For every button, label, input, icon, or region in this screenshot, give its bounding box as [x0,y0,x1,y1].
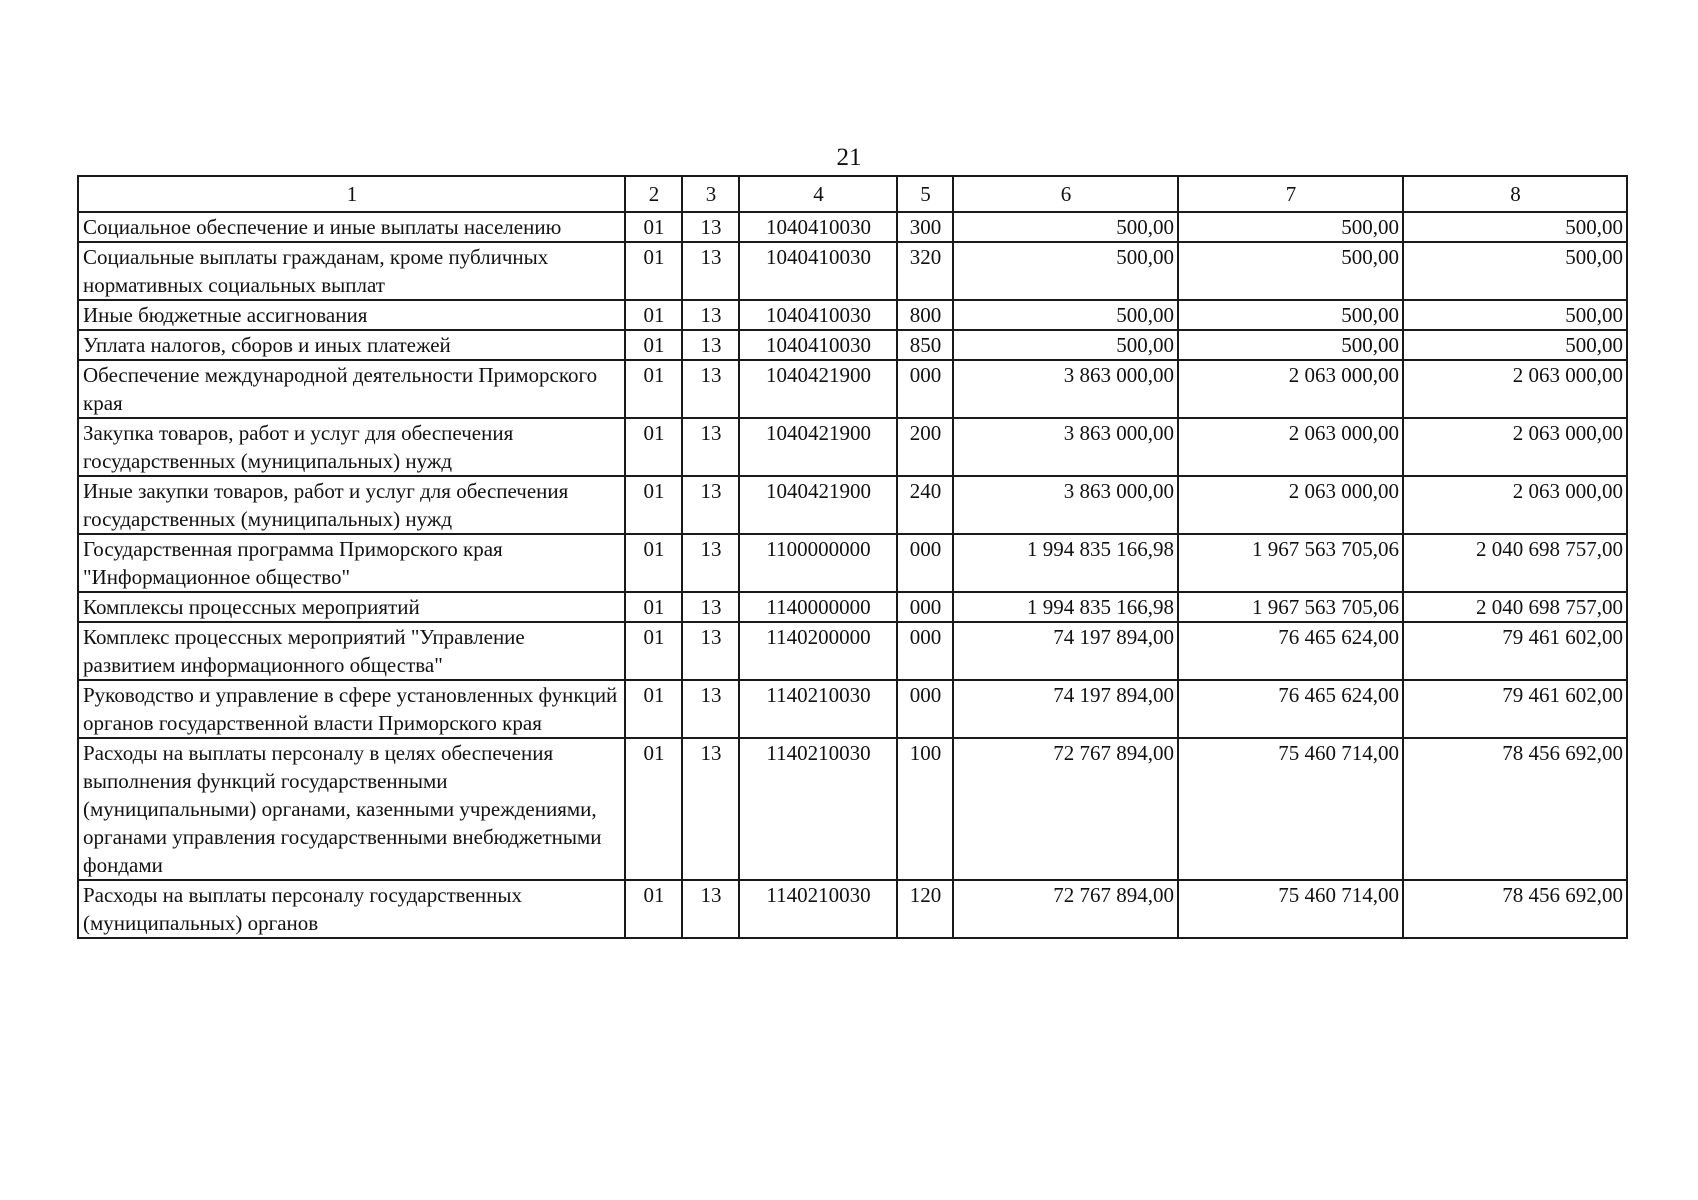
amount-col8-cell: 78 456 692,00 [1403,738,1627,880]
amount-col8-cell: 500,00 [1403,300,1627,330]
amount-col8-cell: 500,00 [1403,330,1627,360]
target-article-cell: 1040410030 [739,212,897,242]
target-article-cell: 1140210030 [739,738,897,880]
amount-col7-cell: 500,00 [1178,300,1403,330]
expense-name-cell: Иные бюджетные ассигнования [78,300,625,330]
amount-col6-cell: 1 994 835 166,98 [953,592,1178,622]
column-header: 7 [1178,176,1403,212]
table-row [78,738,1627,880]
section-code-cell: 01 [625,360,682,418]
amount-col6-cell: 72 767 894,00 [953,738,1178,880]
target-article-cell: 1040421900 [739,418,897,476]
expense-type-cell: 240 [897,476,953,534]
table-row [78,330,1627,360]
target-article-cell: 1140210030 [739,880,897,938]
table-row [78,592,1627,622]
expense-name-cell: Комплекс процессных мероприятий "Управление развитием информационного общества" [78,622,625,680]
amount-col8-cell: 500,00 [1403,242,1627,300]
expense-type-cell: 000 [897,622,953,680]
expense-type-cell: 300 [897,212,953,242]
subsection-code-cell: 13 [682,680,739,738]
subsection-code-cell: 13 [682,476,739,534]
header-row [78,176,1627,212]
amount-col6-cell: 3 863 000,00 [953,360,1178,418]
expense-type-cell: 120 [897,880,953,938]
amount-col7-cell: 2 063 000,00 [1178,476,1403,534]
amount-col6-cell: 500,00 [953,242,1178,300]
expense-name-cell: Расходы на выплаты персоналу в целях обеспечения выполнения функций государственными (муниципальными) органами, казенными учреждениями, органами управления государственными внебюджетными фондами [78,738,625,880]
column-header: 8 [1403,176,1627,212]
subsection-code-cell: 13 [682,534,739,592]
expense-type-cell: 800 [897,300,953,330]
column-header: 6 [953,176,1178,212]
amount-col7-cell: 1 967 563 705,06 [1178,534,1403,592]
target-article-cell: 1040410030 [739,242,897,300]
table-row [78,476,1627,534]
target-article-cell: 1140200000 [739,622,897,680]
target-article-cell: 1040410030 [739,330,897,360]
expense-type-cell: 000 [897,534,953,592]
section-code-cell: 01 [625,418,682,476]
amount-col6-cell: 500,00 [953,330,1178,360]
expense-type-cell: 100 [897,738,953,880]
table-row [78,212,1627,242]
section-code-cell: 01 [625,880,682,938]
amount-col7-cell: 75 460 714,00 [1178,738,1403,880]
section-code-cell: 01 [625,592,682,622]
amount-col8-cell: 500,00 [1403,212,1627,242]
expense-name-cell: Обеспечение международной деятельности Приморского края [78,360,625,418]
section-code-cell: 01 [625,622,682,680]
amount-col6-cell: 74 197 894,00 [953,680,1178,738]
column-header: 3 [682,176,739,212]
budget-table [77,175,1628,939]
amount-col8-cell: 2 063 000,00 [1403,360,1627,418]
amount-col6-cell: 72 767 894,00 [953,880,1178,938]
amount-col8-cell: 2 063 000,00 [1403,476,1627,534]
target-article-cell: 1040410030 [739,300,897,330]
table-row [78,242,1627,300]
subsection-code-cell: 13 [682,330,739,360]
amount-col8-cell: 79 461 602,00 [1403,622,1627,680]
section-code-cell: 01 [625,680,682,738]
amount-col7-cell: 2 063 000,00 [1178,360,1403,418]
subsection-code-cell: 13 [682,880,739,938]
amount-col6-cell: 1 994 835 166,98 [953,534,1178,592]
expense-name-cell: Государственная программа Приморского края "Информационное общество" [78,534,625,592]
subsection-code-cell: 13 [682,360,739,418]
expense-name-cell: Социальное обеспечение и иные выплаты населению [78,212,625,242]
section-code-cell: 01 [625,476,682,534]
target-article-cell: 1140000000 [739,592,897,622]
table-row [78,880,1627,938]
amount-col6-cell: 3 863 000,00 [953,418,1178,476]
amount-col8-cell: 2 040 698 757,00 [1403,534,1627,592]
amount-col7-cell: 76 465 624,00 [1178,680,1403,738]
amount-col8-cell: 2 063 000,00 [1403,418,1627,476]
expense-name-cell: Закупка товаров, работ и услуг для обеспечения государственных (муниципальных) нужд [78,418,625,476]
amount-col6-cell: 3 863 000,00 [953,476,1178,534]
amount-col7-cell: 500,00 [1178,212,1403,242]
expense-type-cell: 850 [897,330,953,360]
subsection-code-cell: 13 [682,592,739,622]
subsection-code-cell: 13 [682,242,739,300]
target-article-cell: 1140210030 [739,680,897,738]
amount-col7-cell: 1 967 563 705,06 [1178,592,1403,622]
amount-col8-cell: 79 461 602,00 [1403,680,1627,738]
table-row [78,534,1627,592]
column-header: 4 [739,176,897,212]
table-row [78,300,1627,330]
amount-col7-cell: 75 460 714,00 [1178,880,1403,938]
subsection-code-cell: 13 [682,622,739,680]
expense-type-cell: 320 [897,242,953,300]
amount-col8-cell: 2 040 698 757,00 [1403,592,1627,622]
amount-col7-cell: 500,00 [1178,330,1403,360]
target-article-cell: 1100000000 [739,534,897,592]
expense-name-cell: Иные закупки товаров, работ и услуг для обеспечения государственных (муниципальных) нужд [78,476,625,534]
column-header: 5 [897,176,953,212]
section-code-cell: 01 [625,300,682,330]
subsection-code-cell: 13 [682,418,739,476]
table-row [78,360,1627,418]
target-article-cell: 1040421900 [739,476,897,534]
amount-col6-cell: 500,00 [953,300,1178,330]
subsection-code-cell: 13 [682,300,739,330]
expense-name-cell: Уплата налогов, сборов и иных платежей [78,330,625,360]
section-code-cell: 01 [625,534,682,592]
section-code-cell: 01 [625,242,682,300]
section-code-cell: 01 [625,212,682,242]
expense-name-cell: Социальные выплаты гражданам, кроме публичных нормативных социальных выплат [78,242,625,300]
expense-type-cell: 200 [897,418,953,476]
subsection-code-cell: 13 [682,212,739,242]
amount-col6-cell: 74 197 894,00 [953,622,1178,680]
column-header: 2 [625,176,682,212]
expense-type-cell: 000 [897,360,953,418]
expense-type-cell: 000 [897,680,953,738]
amount-col7-cell: 2 063 000,00 [1178,418,1403,476]
expense-name-cell: Расходы на выплаты персоналу государственных (муниципальных) органов [78,880,625,938]
page-number: 21 [836,144,862,171]
expense-type-cell: 000 [897,592,953,622]
table-row [78,622,1627,680]
expense-name-cell: Руководство и управление в сфере установленных функций органов государственной власти Приморского края [78,680,625,738]
section-code-cell: 01 [625,738,682,880]
amount-col8-cell: 78 456 692,00 [1403,880,1627,938]
amount-col6-cell: 500,00 [953,212,1178,242]
amount-col7-cell: 500,00 [1178,242,1403,300]
target-article-cell: 1040421900 [739,360,897,418]
table-row [78,680,1627,738]
expense-name-cell: Комплексы процессных мероприятий [78,592,625,622]
column-header: 1 [78,176,625,212]
table-row [78,418,1627,476]
amount-col7-cell: 76 465 624,00 [1178,622,1403,680]
subsection-code-cell: 13 [682,738,739,880]
section-code-cell: 01 [625,330,682,360]
